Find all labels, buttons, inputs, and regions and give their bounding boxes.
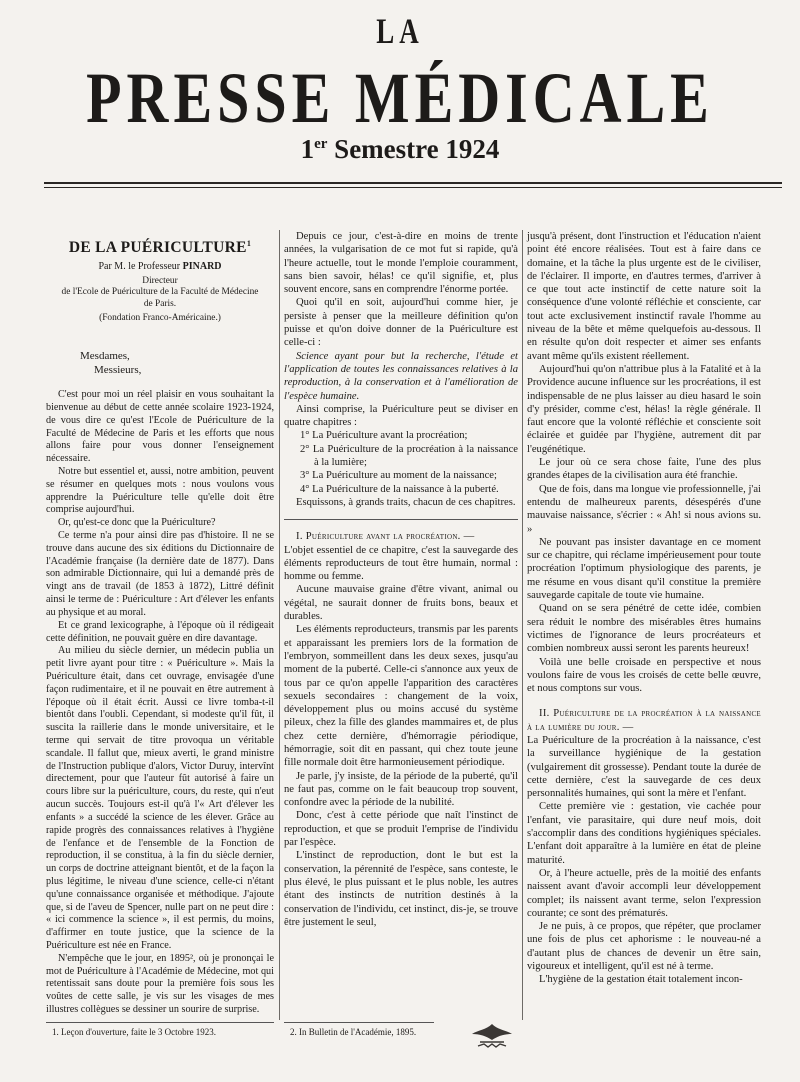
paragraph: Ainsi comprise, la Puériculture peut se diviser en quatre chapitres : <box>284 403 518 429</box>
paragraph: L'objet essentiel de ce chapitre, c'est la sauvegarde des éléments reproducteurs de tout être humain, normal : homme ou femme. <box>284 544 518 583</box>
foundation-note: (Fondation Franco-Américaine.) <box>99 313 221 324</box>
paragraph: Notre but essentiel et, aussi, notre ambition, peuvent se résumer en quelques mots : nous voulons vous apprendre la Puériculture telle qu'elle doit être comprise aujourd'hui. <box>46 465 274 516</box>
author-line <box>46 261 274 274</box>
footnote-rule <box>284 1022 434 1023</box>
masthead-semester <box>0 134 800 165</box>
salutation-line: Mesdames, <box>80 350 130 363</box>
paragraph: Depuis ce jour, c'est-à-dire en moins de trente années, la vulgarisation de ce mot fut si rapide, qu'à l'heure actuelle, tout le monde l'emploie couramment, sans bien savoir, hélas! ce qu'il signifie, et, plus souvent encore, sans en comprendre l'énorme portée. <box>284 231 518 296</box>
affiliation-line: Directeur <box>142 275 178 286</box>
paragraph: Donc, c'est à cette période que naît l'instinct de reproduction, et que se produit l'emprise de l'individu par l'espèce. <box>284 810 518 849</box>
section-heading: I. Puériculture avant la procréation. — <box>296 531 475 543</box>
paragraph: C'est pour moi un réel plaisir en vous souhaitant la bienvenue au début de cette année scolaire 1923-1924, de vous dire ce qu'est l'Ecole de Puériculture de la Faculté de Médecine de Paris et les efforts que nous allons faire pour vous donner l'enseignement nécessaire. <box>46 389 274 465</box>
semester-number: 1 <box>300 134 315 164</box>
author-affiliation <box>46 276 274 311</box>
chapter-list <box>284 429 518 495</box>
article-title-text: DE LA PUÉRICULTURE <box>68 239 247 257</box>
paragraph: Quoi qu'il en soit, aujourd'hui comme hier, je persiste à penser que la meilleure définition qu'on puisse et qu'on doive donner de la Puériculture est celle-ci : <box>284 297 518 349</box>
paragraph: Esquissons, à grands traits, chacun de ces chapitres. <box>296 496 516 508</box>
affiliation-line: de Paris. <box>143 298 177 309</box>
paragraph: La Puériculture de la procréation à la naissance, c'est la surveillance hygiénique de la gestation (vulgairement dit grossesse). Pendant toute la durée de cette dernière, c'est la sauvegarde de ces deux personnalités humaines, qui sont la mère et l'enfant. <box>527 734 761 800</box>
salutation-line: Messieurs, <box>94 364 142 377</box>
paragraph: Quand on se sera pénétré de cette idée, combien sera réduit le nombre des misérables êtres humains victimes de l'ignorance de leurs procréateurs et combien nombreux aussi seront les parents heureux! <box>527 603 761 655</box>
author-prefix: Par M. le Professeur <box>98 260 181 272</box>
semester-text: Semestre 1924 <box>334 134 500 164</box>
paragraph: Le jour où ce sera chose faite, l'une des plus grandes étapes de la civilisation aura été franchie. <box>527 457 761 482</box>
paragraph: Or, à l'heure actuelle, près de la moitié des enfants naissent avant d'avoir accompli leur développement complet; ils naissent avant terme, selon l'expression courante; ce sont des prématurés. <box>527 867 761 919</box>
paragraph: Ce terme n'a pour ainsi dire pas d'histoire. Il ne se trouve dans aucune des six éditions du Dictionnaire de l'Académie française (la dernière date de 1877). Dans son admirable Dictionnaire, qui lui a demandé près de vingt ans de travail (de 1853 à 1872), Littré définit ainsi le terme de : Puériculture : Art d'élever les enfants au physique et au moral. <box>46 530 274 618</box>
chapter-item: 1° La Puériculture avant la procréation; <box>300 430 468 442</box>
chapter-item: 2° La Puériculture de la procréation à la naissance à la lumière; <box>300 443 518 469</box>
masthead-rule-thick <box>44 182 782 184</box>
column-1 <box>46 230 274 1017</box>
paragraph: Je ne puis, à ce propos, que répéter, que proclamer une fois de plus cet aphorisme : le nouveau-né a d'autant plus de chances de devenir un être sain, vigoureux et intelligent, qu'il est né à terme. <box>527 921 761 973</box>
paragraph: Or, qu'est-ce donc que la Puériculture? <box>58 517 216 529</box>
footnote-2: 2. In Bulletin de l'Académie, 1895. <box>290 1027 417 1037</box>
paragraph: L'instinct de reproduction, dont le but est la conservation, la pérennité de l'espèce, sans conteste, le plus élevé, le plus puissant et le plus noble, les autres étant des instincts de nutrition destinés à la conservation de l'individu, cet instinct, dis-je, se trouve être justement le seul, <box>284 850 518 928</box>
column-2 <box>284 230 518 929</box>
title-footnote-mark: 1 <box>246 239 252 248</box>
section-divider <box>284 519 518 520</box>
definition-paragraph: Science ayant pour but la recherche, l'étude et l'application de toutes les connaissances relatives à la reproduction, à la conservation et à l'amélioration de l'espèce humaine. <box>284 350 518 402</box>
paragraph: L'hygiène de la gestation était totalement incon- <box>539 974 743 986</box>
paragraph: Que de fois, dans ma longue vie professionnelle, j'ai entendu de malheureux parents, désespérés d'une mauvaise naissance, s'écrier : « Ah! si nous avions su. » <box>527 483 761 535</box>
library-stamp-ornament-icon <box>460 1020 524 1050</box>
article-title <box>46 238 274 255</box>
masthead-la: LA <box>376 10 424 52</box>
paragraph: N'empêche que le jour, en 1895², où je prononçai le mot de Puériculture à l'Académie de Médecine, mot qui retentissait sans doute pour la première fois sous les voûtes de cette salle, je vis sur les visages de mes illustres collègues se dessiner un sourire de surprise. <box>46 952 274 1016</box>
section-heading: II. Puériculture de la procréation à la naissance à la lumière du jour. — <box>527 708 761 733</box>
paragraph: Et ce grand lexicographe, à l'époque où il rédigeait cette définition, ne pouvait guère en dire davantage. <box>46 619 274 644</box>
affiliation-line: de l'Ecole de Puériculture de la Faculté de Médecine <box>61 287 259 298</box>
paragraph: Je parle, j'y insiste, de la période de la puberté, qu'il ne faut pas, comme on le fait beaucoup trop souvent, confondre avec la période de la nubilité. <box>284 770 518 809</box>
column-divider <box>522 230 523 1020</box>
semester-sup: er <box>314 136 328 152</box>
paragraph: Ne pouvant pas insister davantage en ce moment sur ce chapitre, qui réclame impérieusement pour toute procréation l'optimum physiologique des parents, je me résume en vous disant qu'il constitue la première sauvegarde capitale de toute vie humaine. <box>527 536 761 602</box>
paragraph: Aucune mauvaise graine d'être vivant, animal ou végétal, ne saurait donner de fruits bons, beaux et durables. <box>284 584 518 623</box>
paragraph: Les éléments reproducteurs, transmis par les parents et apparaissant les premiers lors de la formation de l'embryon, sommeillent dans les deux sexes, jusqu'au moment de la puberté. Celle-ci s'annonce aux yeux de tous par ce qu'on appelle l'apparition des caractères sexuels secondaires : changement de la voix, développement plus ou moins accusé du système pileux, chez la fille des glandes mammaires et, de plus chez cette dernière, d'hémorragie périodique, hémorragie, soit dit en passant, qui chez toute jeune fille normale doit être harmonieusement périodique. <box>284 624 518 769</box>
masthead-rule-thin <box>44 187 782 188</box>
footnote-1: 1. Leçon d'ouverture, faite le 3 Octobre 1923. <box>52 1027 217 1037</box>
footnote-rule <box>46 1022 274 1023</box>
masthead-title: PRESSE MÉDICALE <box>86 56 714 139</box>
paragraph: Cette première vie : gestation, vie cachée pour l'enfant, vie parasitaire, qui dure neuf mois, doit s'accomplir dans des conditions hygiéniques spéciales. L'enfant doit apparaître à la lumière en état de pleine maturité. <box>527 801 761 866</box>
chapter-item: 3° La Puériculture au moment de la naissance; <box>300 470 497 482</box>
paragraph: jusqu'à présent, dont l'instruction et l'éducation n'aient point été encore réalisées. Tout est à faire dans ce domaine, et la tâche la plus urgente est de le civiliser, de l'éclairer. Il importe, en d'autres termes, d'arriver à ce que tout acte instinctif de cette nature soit la conséquence d'une volonté réfléchie et consciente, car tout acte exclusivement instinctif ravale l'homme au niveau de la bête et même quelquefois au-dessous. Il en résulte qu'on doit respecter et aimer ses enfants avant même qu'ils existent réellement. <box>527 231 761 362</box>
paragraph: Voilà une belle croisade en perspective et nous voulons faire de vous les croisés de cette belle œuvre, et nous comptons sur vous. <box>527 656 761 695</box>
column-3 <box>527 230 761 987</box>
paragraph: Au milieu du siècle dernier, un médecin publia un petit livre ayant pour titre : « Puériculture ». Mais la Puériculture était, dans cet ouvrage, envisagée d'une façon rudimentaire, et il ne pouvait en être autrement à l'époque où il était écrit. Aussi ce livre tomba-t-il bientôt dans l'oubli. Cependant, si modeste qu'il fût, il suscita la raillerie dans le monde universitaire, et le terme qui servait de titre provoqua un véritable scandale. Il fallut que, mieux averti, le grand ministre de l'Instruction publique d'alors, Victor Duruy, intervînt directement, pour que l'auteur fût autorisé à faire un cours libre sur la puériculture, cours, du reste, qui n'eut aucun succès. Toujours est-il qu'à l'« Art d'élever les enfants » a succédé la science de les élever. Grâce au rapide progrès des connaissances relatives à l'hygiène de l'enfance et de l'ensemble de la Fonction de reproduction, il se constitua, à la fin du siècle dernier, un corps de doctrine atteignant bientôt, et de la façon la plus légitime, le niveau d'une science, celle-ci n'étant qu'une connaissance organisée et méthodique. J'ajoute que, si de l'aveu de Spencer, nulle part on ne peut dire : « ici commence la science », il est permis, du moins, d'affirmer en toute justice, que la science de la Puériculture est née en France. <box>46 645 274 952</box>
paragraph: Aujourd'hui qu'on n'attribue plus à la Fatalité et à la Providence aucune influence sur les procréations, il est indispensable de ne plus laisser au dieu hasard le soin d'y présider, comme c'est, hélas! la règle générale. Il faut encore que la volonté réfléchie et consciente soit éclairée et guidée par l'hygiène, autrement dit par l'eugénétique. <box>527 363 761 455</box>
chapter-item: 4° La Puériculture de la naissance à la puberté. <box>300 483 499 495</box>
column-divider <box>279 230 280 1020</box>
author-name: PINARD <box>182 260 222 272</box>
